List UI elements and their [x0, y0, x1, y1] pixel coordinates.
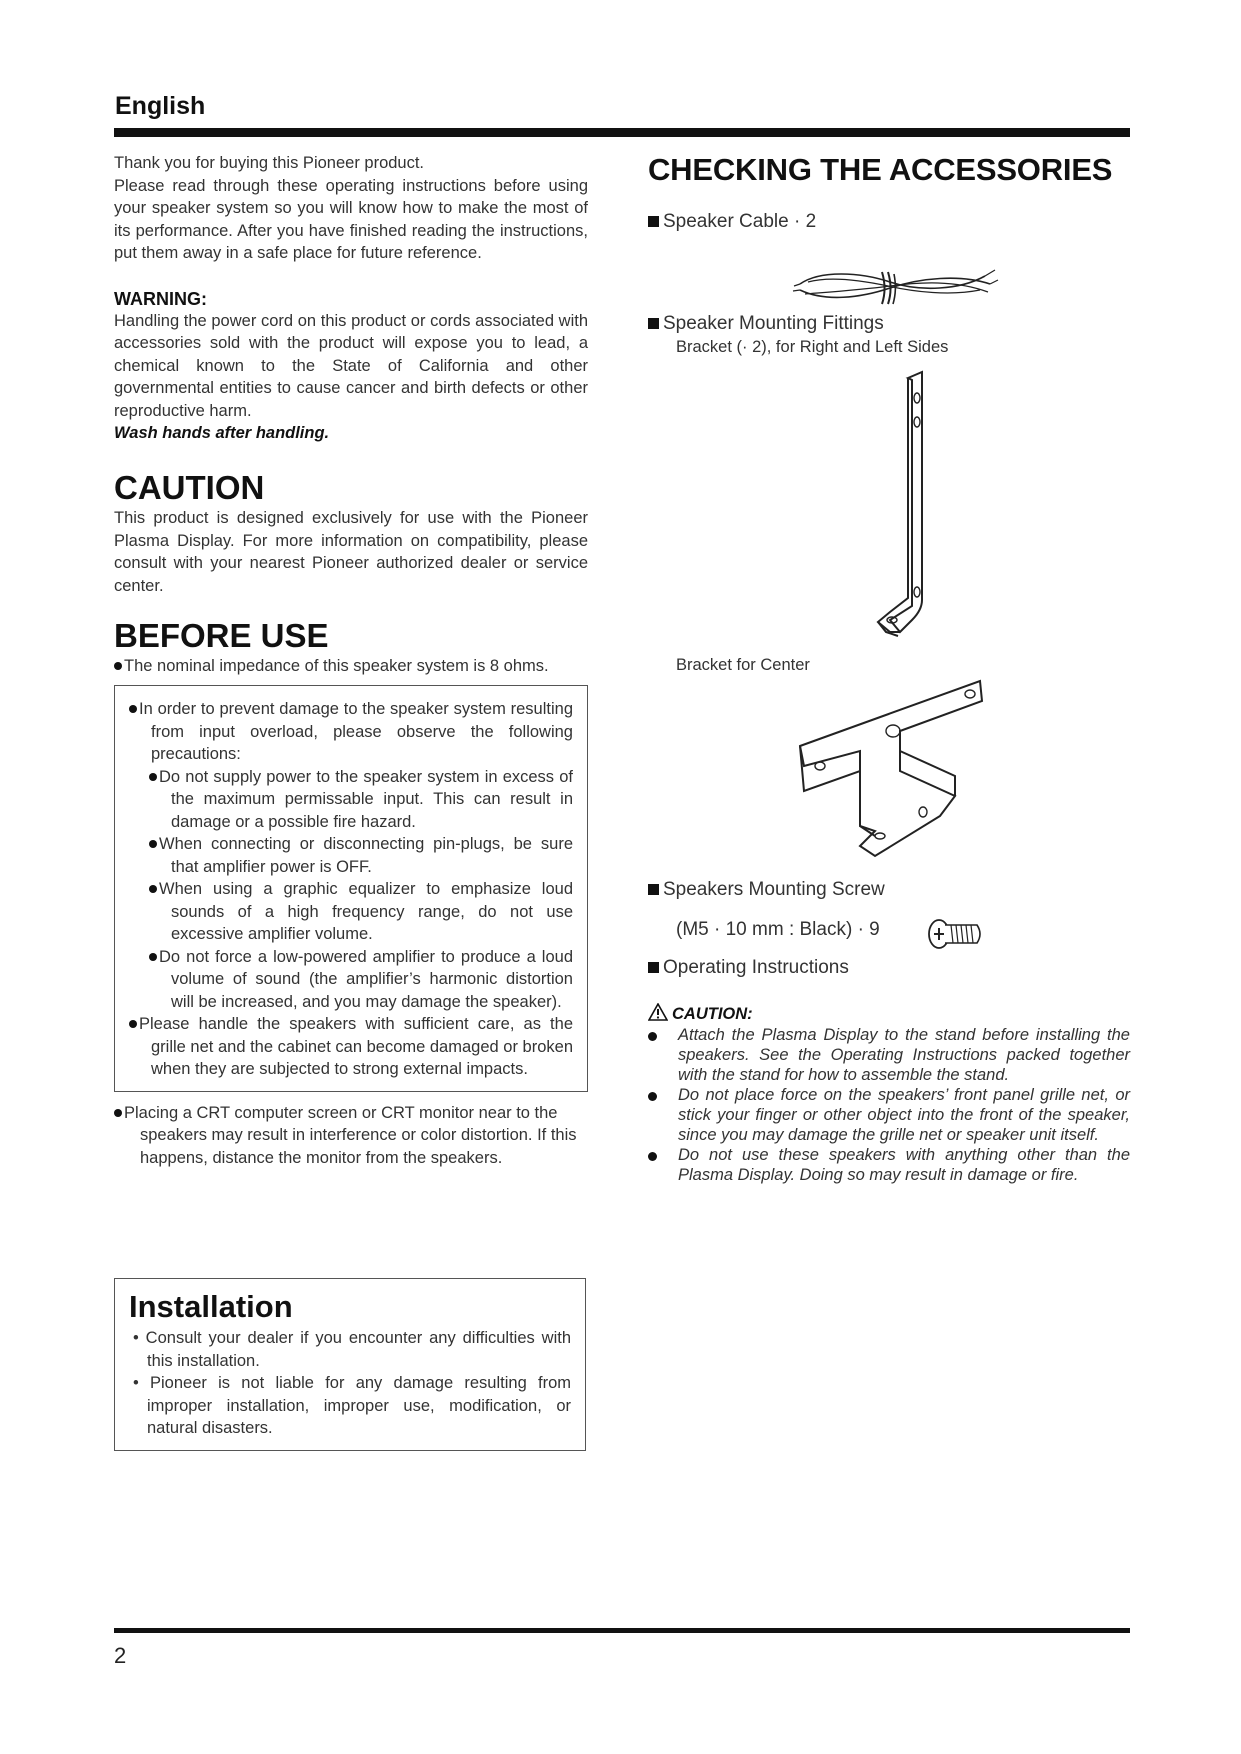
right-column [648, 152, 1130, 234]
right-caution-block [648, 1003, 1130, 1185]
precaution-text: Do not supply power to the speaker system in excess of the maximum permissable input. This can result in damage or a possible fire hazard. [159, 767, 573, 831]
square-bullet-icon [648, 318, 659, 329]
precaution-item [129, 766, 573, 834]
accessory-label: Speaker Mounting Fittings [663, 313, 884, 334]
right-caution-item [648, 1085, 1130, 1145]
intro-thanks: Thank you for buying this Pioneer product. [114, 154, 425, 172]
bullet-icon [648, 1092, 657, 1101]
impedance-text: The nominal impedance of this speaker system is 8 ohms. [124, 657, 549, 675]
bullet-icon [129, 1020, 137, 1028]
precaution-item [129, 878, 573, 946]
bracket-sides-label: Bracket (· 2), for Right and Left Sides [676, 338, 949, 356]
mounting-fittings-section [648, 312, 1130, 358]
accessory-operating-instructions [648, 956, 1130, 980]
warning-emphasis: Wash hands after handling. [114, 424, 330, 442]
bullet-icon [129, 705, 137, 713]
handling-text: Please handle the speakers with sufficient care, as the grille net and the cabinet can become damaged or broken when they are subjected to strong external impacts. [139, 1015, 573, 1078]
square-bullet-icon [648, 962, 659, 973]
precaution-intro [129, 698, 573, 766]
intro-text: Please read through these operating instructions before using your speaker system so you will know how to make the most of its performance. After you have finished reading the instructions, put them away in a safe place for future reference. [114, 176, 588, 262]
screw-icon [925, 917, 985, 951]
installation-item: • Consult your dealer if you encounter any difficulties with this installation. [133, 1329, 571, 1370]
bullet-icon [648, 1152, 657, 1161]
page-number: 2 [114, 1643, 127, 1668]
header-rule [114, 128, 1130, 137]
crt-note [114, 1102, 588, 1170]
square-bullet-icon [648, 216, 659, 227]
before-use-heading: BEFORE USE [114, 617, 329, 654]
right-caution-text: Attach the Plasma Display to the stand before installing the speakers. See the Operating Instructions packed together with the stand for how to assemble the stand. [678, 1026, 1130, 1084]
installation-item-text: Pioneer is not liable for any damage resulting from improper installation, improper use, modification, or natural disasters. [147, 1374, 571, 1437]
right-caution-title [648, 1003, 1130, 1025]
center-bracket-icon [790, 676, 990, 866]
precaution-text: Do not force a low-powered amplifier to produce a loud volume of sound (the amplifier’s harmonic distortion will be increased, and you may damage the speaker). [159, 947, 573, 1011]
precaution-text: When connecting or disconnecting pin-plugs, be sure that amplifier power is OFF. [159, 835, 573, 876]
screw-detail: (M5 · 10 mm : Black) · 9 [676, 919, 880, 940]
installation-heading: Installation [129, 1289, 293, 1324]
crt-text: Placing a CRT computer screen or CRT monitor near to the speakers may result in interference or color distortion. If this happens, distance the monitor from the speakers. [124, 1103, 577, 1167]
warning-heading: WARNING: [114, 288, 207, 309]
bullet-icon [149, 773, 157, 781]
precaution-text: When using a graphic equalizer to emphasize loud sounds of a high frequency range, do not use excessive amplifier volume. [159, 880, 573, 943]
precaution-item [129, 946, 573, 1014]
accessory-mounting-fittings [648, 312, 1130, 336]
right-caution-item [648, 1145, 1130, 1185]
side-bracket-illustration [850, 370, 940, 650]
cable-icon [790, 262, 1000, 312]
square-bullet-icon [648, 884, 659, 895]
bullet-icon [114, 1109, 122, 1117]
precaution-item [129, 833, 573, 878]
right-caution-title-text: CAUTION: [672, 1005, 753, 1023]
bullet-icon [149, 953, 157, 961]
caution-text: This product is designed exclusively for use with the Pioneer Plasma Display. For more information on compatibility, please consult with your nearest Pioneer authorized dealer or service center. [114, 509, 588, 595]
bullet-icon [149, 885, 157, 893]
precaution-intro-text: In order to prevent damage to the speaker system resulting from input overload, please observe the following precautions: [139, 700, 573, 763]
warning-triangle-icon [648, 1003, 668, 1021]
footer-rule [114, 1628, 1130, 1633]
handling-note [129, 1013, 573, 1081]
speaker-cable-illustration [790, 262, 1000, 312]
caution-heading: CAUTION [114, 469, 265, 506]
side-bracket-icon [850, 370, 940, 650]
installation-item-text: Consult your dealer if you encounter any difficulties with this installation. [145, 1329, 571, 1370]
impedance-note [114, 655, 588, 677]
screw-illustration [925, 917, 985, 951]
bracket-center-label: Bracket for Center [676, 656, 810, 674]
bullet-icon [149, 840, 157, 848]
accessory-label: Speaker Cable · 2 [663, 211, 817, 232]
accessories-heading: CHECKING THE ACCESSORIES [648, 152, 1113, 187]
screw-section [648, 878, 1130, 980]
language-label: English [115, 92, 206, 120]
bullet-icon [648, 1032, 657, 1041]
right-caution-item [648, 1025, 1130, 1085]
warning-text: Handling the power cord on this product or cords associated with accessories sold with the product will expose you to lead, a chemical known to the State of California and other governmental entities to cause cancer and birth defects or other reproductive harm. [114, 311, 588, 420]
center-bracket-illustration [790, 676, 990, 866]
right-caution-text: Do not use these speakers with anything other than the Plasma Display. Doing so may result in damage or fire. [678, 1146, 1130, 1184]
precautions-box [114, 685, 588, 1092]
installation-box [114, 1278, 586, 1451]
accessory-label: Operating Instructions [663, 957, 849, 978]
accessory-mounting-screw [648, 878, 1130, 902]
left-column [114, 152, 588, 1169]
accessory-speaker-cable [648, 210, 1130, 234]
bullet-icon [114, 662, 122, 670]
right-caution-text: Do not place force on the speakers’ front panel grille net, or stick your finger or other object into the front of the speaker, since you may damage the grille net or speaker unit itself. [678, 1086, 1130, 1144]
accessory-label: Speakers Mounting Screw [663, 879, 885, 900]
installation-item: • Pioneer is not liable for any damage resulting from improper installation, improper use, modification, or natural disasters. [133, 1374, 571, 1437]
